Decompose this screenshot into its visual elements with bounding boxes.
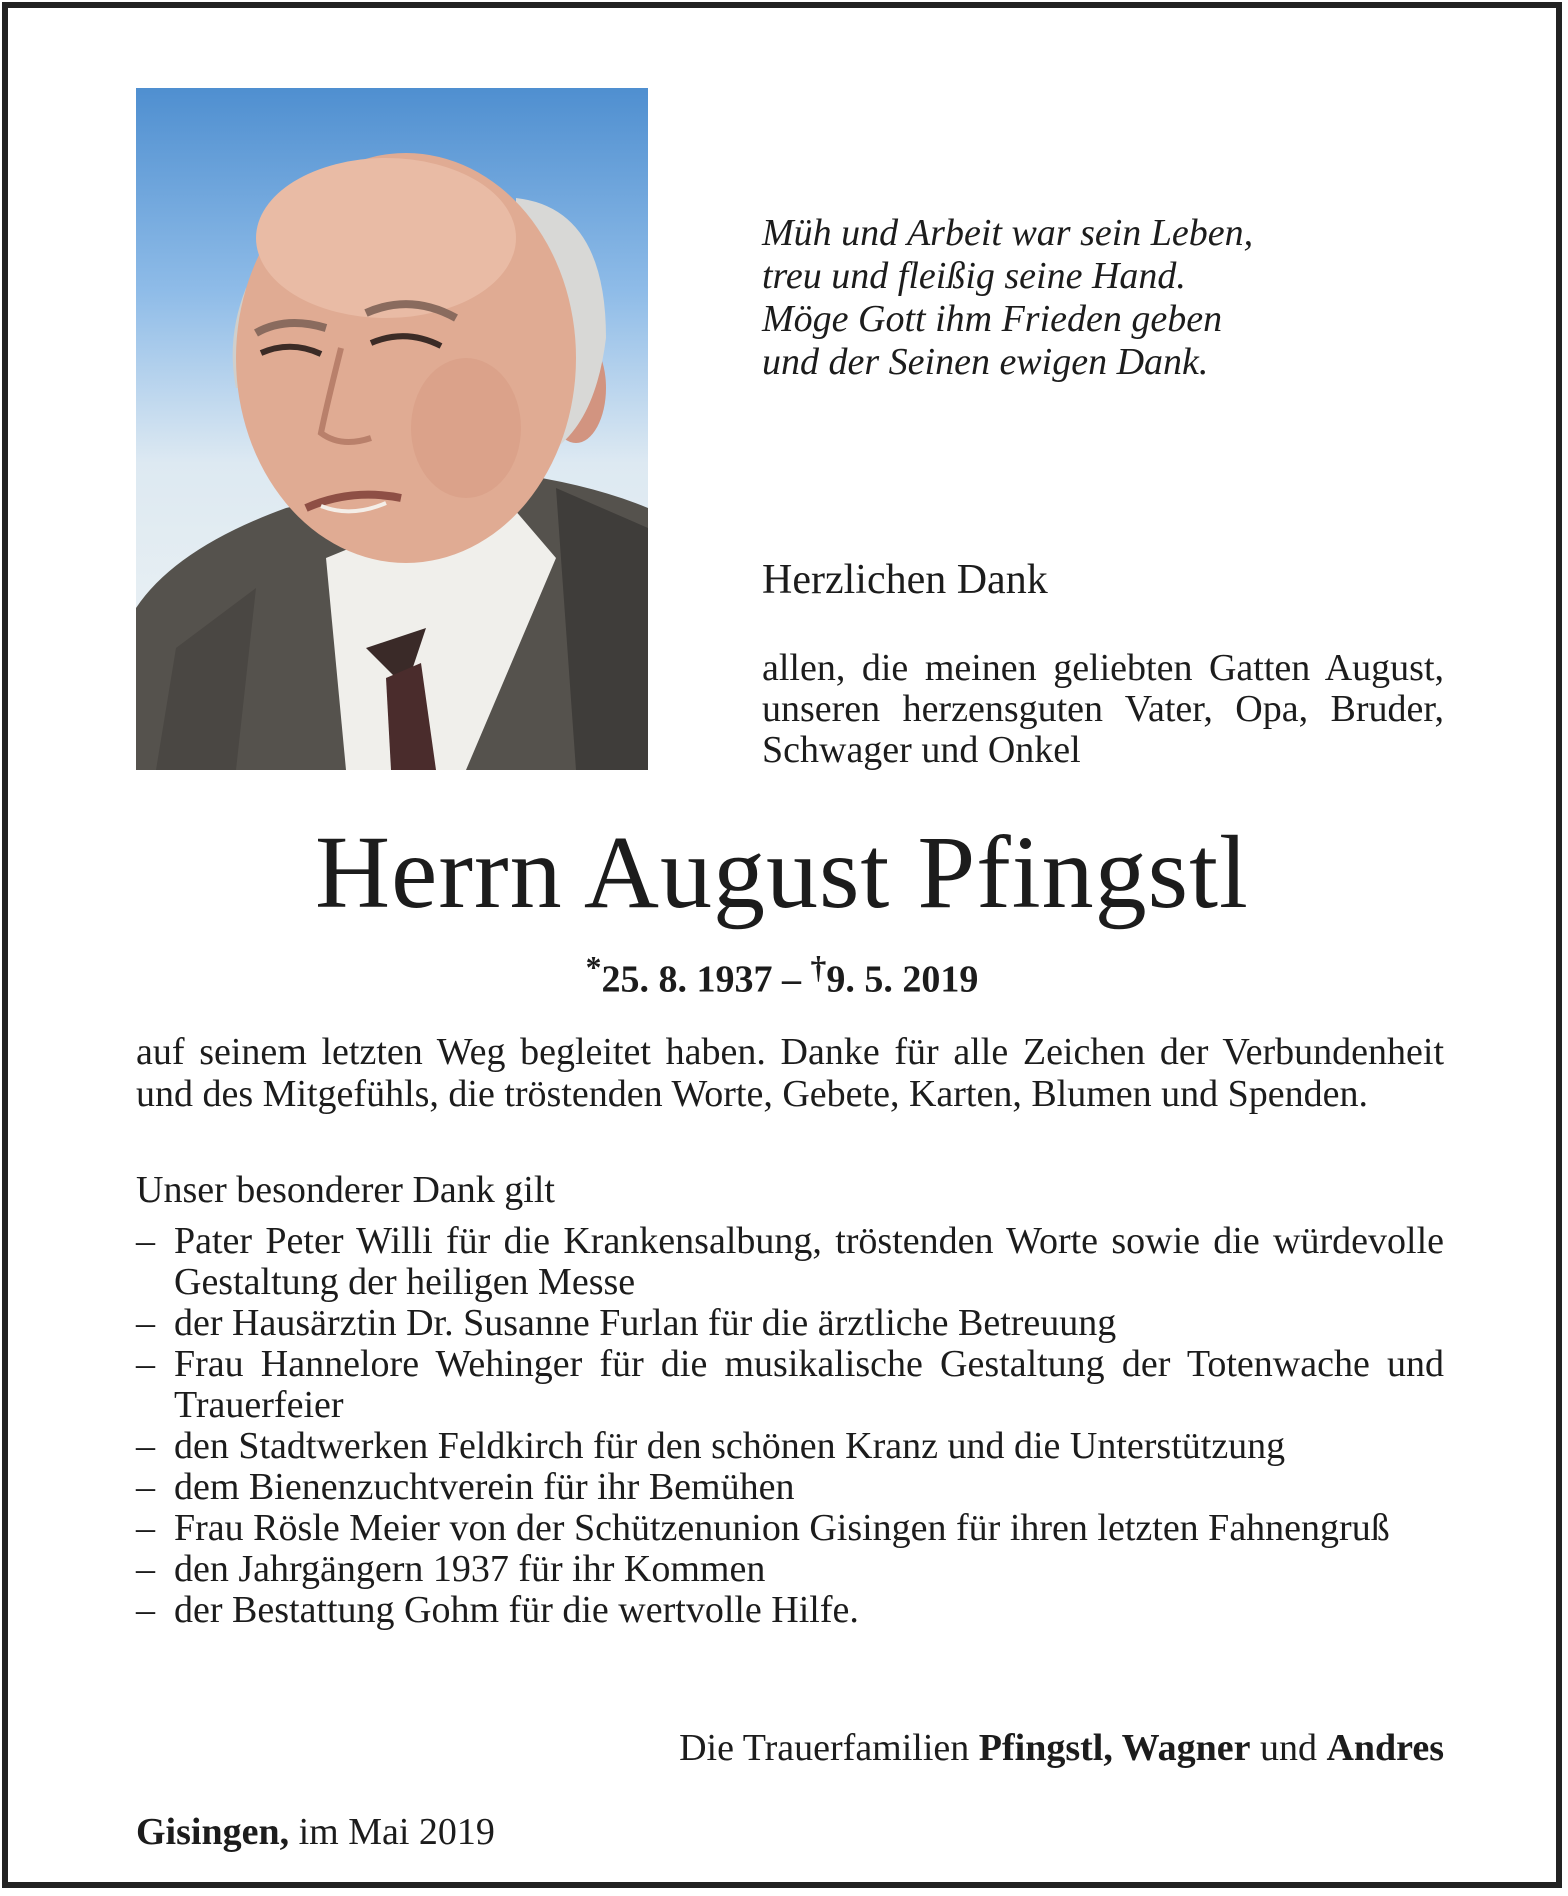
place-month: im Mai 2019 [289, 1811, 495, 1853]
list-item [136, 1344, 1444, 1426]
born-symbol: * [585, 950, 602, 985]
signature-prefix: Die Trauerfamilien [679, 1727, 979, 1769]
dash-bullet: – [136, 1507, 155, 1549]
family-signature [679, 1726, 1444, 1770]
portrait-photo [136, 88, 648, 770]
thanks-heading: Herzlichen Dank [762, 557, 1048, 603]
list-item [136, 1426, 1444, 1467]
thanks-intro: allen, die meinen geliebten Gatten August, unseren herzensguten Vater, Opa, Bruder, Schwager und Onkel [762, 647, 1444, 771]
list-item-text: der Bestattung Gohm für die wertvolle Hilfe. [174, 1589, 859, 1631]
place-city: Gisingen, [136, 1811, 290, 1853]
verse-line: und der Seinen ewigen Dank. [762, 341, 1209, 383]
list-item [136, 1303, 1444, 1344]
list-item-text: den Stadtwerken Feldkirch für den schönen Kranz und die Unterstützung [174, 1425, 1286, 1467]
dash-bullet: – [136, 1589, 155, 1631]
list-item-text: Frau Rösle Meier von der Schützenunion Gisingen für ihren letzten Fahnengruß [174, 1507, 1390, 1549]
obituary-notice [2, 2, 1562, 1888]
family-name-3: Andres [1326, 1727, 1444, 1769]
dash-bullet: – [136, 1220, 155, 1262]
list-item-text: der Hausärztin Dr. Susanne Furlan für die ärztliche Betreuung [174, 1302, 1117, 1344]
family-name-1: Pfingstl [978, 1727, 1104, 1769]
verse-poem [762, 212, 1402, 384]
death-date: 9. 5. 2019 [826, 958, 979, 1001]
dash-bullet: – [136, 1343, 155, 1385]
died-symbol: † [810, 950, 827, 985]
special-thanks-heading: Unser besonderer Dank gilt [136, 1169, 555, 1211]
date-separator: – [772, 958, 811, 1001]
dash-bullet: – [136, 1548, 155, 1590]
verse-line: Möge Gott ihm Frieden geben [762, 298, 1223, 340]
list-item [136, 1467, 1444, 1508]
place-date [136, 1810, 495, 1854]
portrait-illustration [136, 88, 648, 770]
deceased-name: Herrn August Pfingstl [315, 815, 1249, 930]
list-item-text: Frau Hannelore Wehinger für die musikalische Gestaltung der Totenwache und Trauerfeier [174, 1343, 1444, 1426]
list-item [136, 1508, 1444, 1549]
dash-bullet: – [136, 1466, 155, 1508]
list-item [136, 1221, 1444, 1303]
life-dates [8, 950, 1556, 1002]
verse-line: Müh und Arbeit war sein Leben, [762, 212, 1254, 254]
list-item-text: den Jahrgängern 1937 für ihr Kommen [174, 1548, 766, 1590]
list-item [136, 1590, 1444, 1631]
list-item-text: dem Bienenzuchtverein für ihr Bemühen [174, 1466, 795, 1508]
thanks-list [136, 1221, 1444, 1631]
verse-line: treu und fleißig seine Hand. [762, 255, 1186, 297]
dash-bullet: – [136, 1302, 155, 1344]
signature-separator-1: , [1103, 1727, 1122, 1769]
body-paragraph: auf seinem letzten Weg begleitet haben. Danke für alle Zeichen der Verbundenheit und des Mitgefühls, die tröstenden Worte, Gebete, Karten, Blumen und Spenden. [136, 1031, 1444, 1115]
list-item [136, 1549, 1444, 1590]
list-item-text: Pater Peter Willi für die Krankensalbung, tröstenden Worte sowie die würdevolle Gestaltung der heiligen Messe [174, 1220, 1444, 1303]
family-name-2: Wagner [1121, 1727, 1251, 1769]
birth-date: 25. 8. 1937 [601, 958, 773, 1001]
signature-separator-2: und [1250, 1727, 1327, 1769]
dash-bullet: – [136, 1425, 155, 1467]
